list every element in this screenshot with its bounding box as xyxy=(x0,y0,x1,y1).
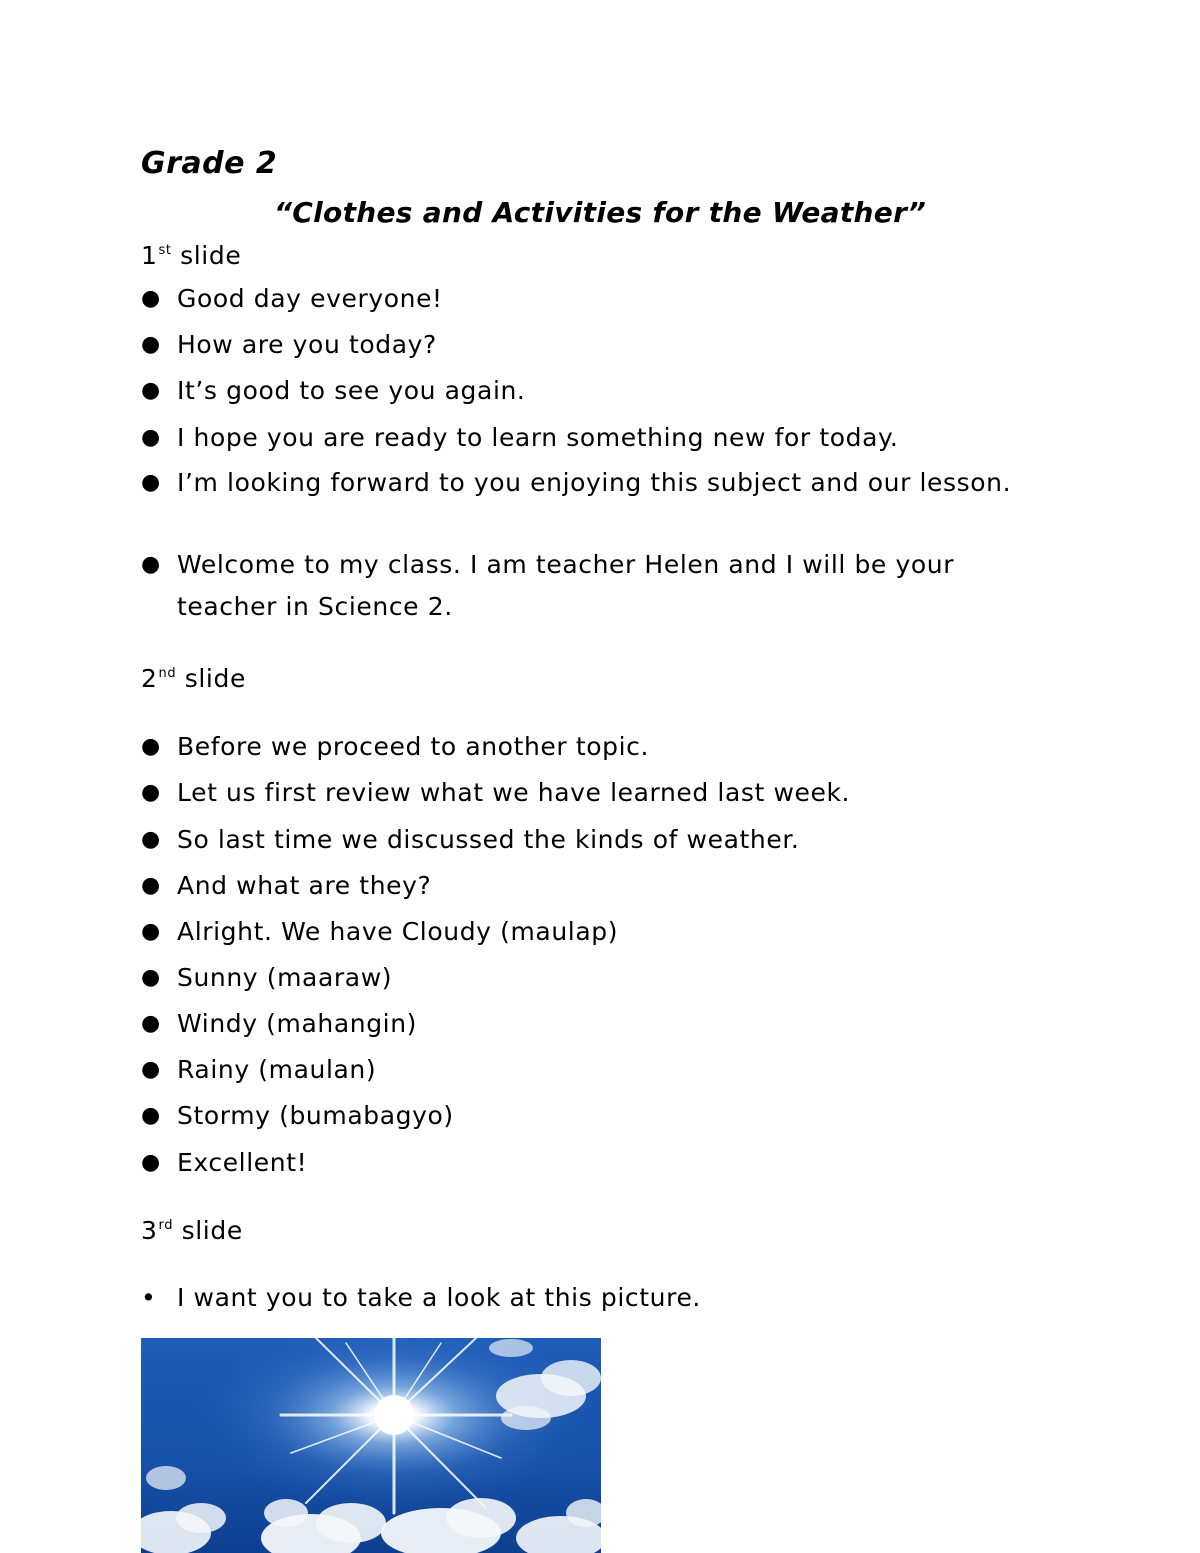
bullet-icon: ● xyxy=(141,734,161,759)
list-item-text: I want you to take a look at this picture. xyxy=(177,1283,701,1312)
slide-1-label xyxy=(141,241,241,270)
list-item-text: Before we proceed to another topic. xyxy=(177,732,650,761)
bullet-icon: ● xyxy=(141,919,161,944)
slide-word: slide xyxy=(184,664,246,693)
bullet-icon: ● xyxy=(141,1011,161,1036)
list-item-text: How are you today? xyxy=(177,330,437,359)
list-item-text: It’s good to see you again. xyxy=(177,376,526,405)
slide-number: 1 xyxy=(141,241,158,270)
list-item-text: Let us first review what we have learned last week. xyxy=(177,778,851,807)
list-item-text: So last time we discussed the kinds of weather. xyxy=(177,825,800,854)
list-item xyxy=(141,1142,1021,1184)
list-item-text: I’m looking forward to you enjoying this subject and our lesson. xyxy=(177,468,1012,497)
list-item xyxy=(141,865,1021,907)
bullet-icon: ● xyxy=(141,470,161,495)
list-item-text: Excellent! xyxy=(177,1148,308,1177)
list-item xyxy=(141,1095,1021,1137)
bullet-icon: ● xyxy=(141,425,161,450)
list-item-text: Alright. We have Cloudy (maulap) xyxy=(177,917,619,946)
list-item xyxy=(141,1049,1021,1091)
slide-number: 3 xyxy=(141,1216,158,1245)
list-item xyxy=(141,1277,1021,1319)
bullet-icon: ● xyxy=(141,827,161,852)
list-item-text: Sunny (maaraw) xyxy=(177,963,393,992)
sunny-sky-photo xyxy=(141,1338,601,1553)
list-item xyxy=(141,370,1021,412)
ordinal-suffix: nd xyxy=(158,666,177,681)
bullet-icon: ● xyxy=(141,378,161,403)
grade-heading: Grade 2 xyxy=(141,146,278,181)
list-item xyxy=(141,819,1021,861)
list-item-text: I hope you are ready to learn something new for today. xyxy=(177,423,899,452)
document-title: “Clothes and Activities for the Weather” xyxy=(273,196,927,229)
list-item-text: Stormy (bumabagyo) xyxy=(177,1101,454,1130)
sun-cloud-illustration xyxy=(141,1338,601,1553)
bullet-icon: ● xyxy=(141,965,161,990)
bullet-icon: ● xyxy=(141,1103,161,1128)
list-item xyxy=(141,1003,1021,1045)
list-item xyxy=(141,726,1021,768)
bullet-icon: ● xyxy=(141,332,161,357)
slide-number: 2 xyxy=(141,664,158,693)
list-item xyxy=(141,772,1021,814)
bullet-icon: ● xyxy=(141,780,161,805)
list-item-text: And what are they? xyxy=(177,871,432,900)
bullet-icon: ● xyxy=(141,552,161,577)
slide-2-label xyxy=(141,664,246,693)
sun xyxy=(374,1395,414,1435)
bullet-icon: • xyxy=(141,1283,157,1312)
slide-word: slide xyxy=(181,1216,243,1245)
list-item xyxy=(141,417,1021,459)
bullet-icon: ● xyxy=(141,873,161,898)
list-item xyxy=(141,462,1021,504)
bullet-icon: ● xyxy=(141,286,161,311)
bullet-icon: ● xyxy=(141,1150,161,1175)
list-item xyxy=(141,324,1021,366)
list-item-text: Good day everyone! xyxy=(177,284,443,313)
ordinal-suffix: rd xyxy=(158,1218,174,1233)
list-item xyxy=(141,544,1021,628)
slide-3-label xyxy=(141,1216,243,1245)
bullet-icon: ● xyxy=(141,1057,161,1082)
list-item xyxy=(141,911,1021,953)
slide-word: slide xyxy=(180,241,242,270)
list-item-text: Rainy (maulan) xyxy=(177,1055,377,1084)
list-item-text: Welcome to my class. I am teacher Helen and I will be your teacher in Science 2. xyxy=(177,550,955,621)
list-item xyxy=(141,957,1021,999)
list-item-text: Windy (mahangin) xyxy=(177,1009,418,1038)
ordinal-suffix: st xyxy=(158,243,172,258)
list-item xyxy=(141,278,1021,320)
